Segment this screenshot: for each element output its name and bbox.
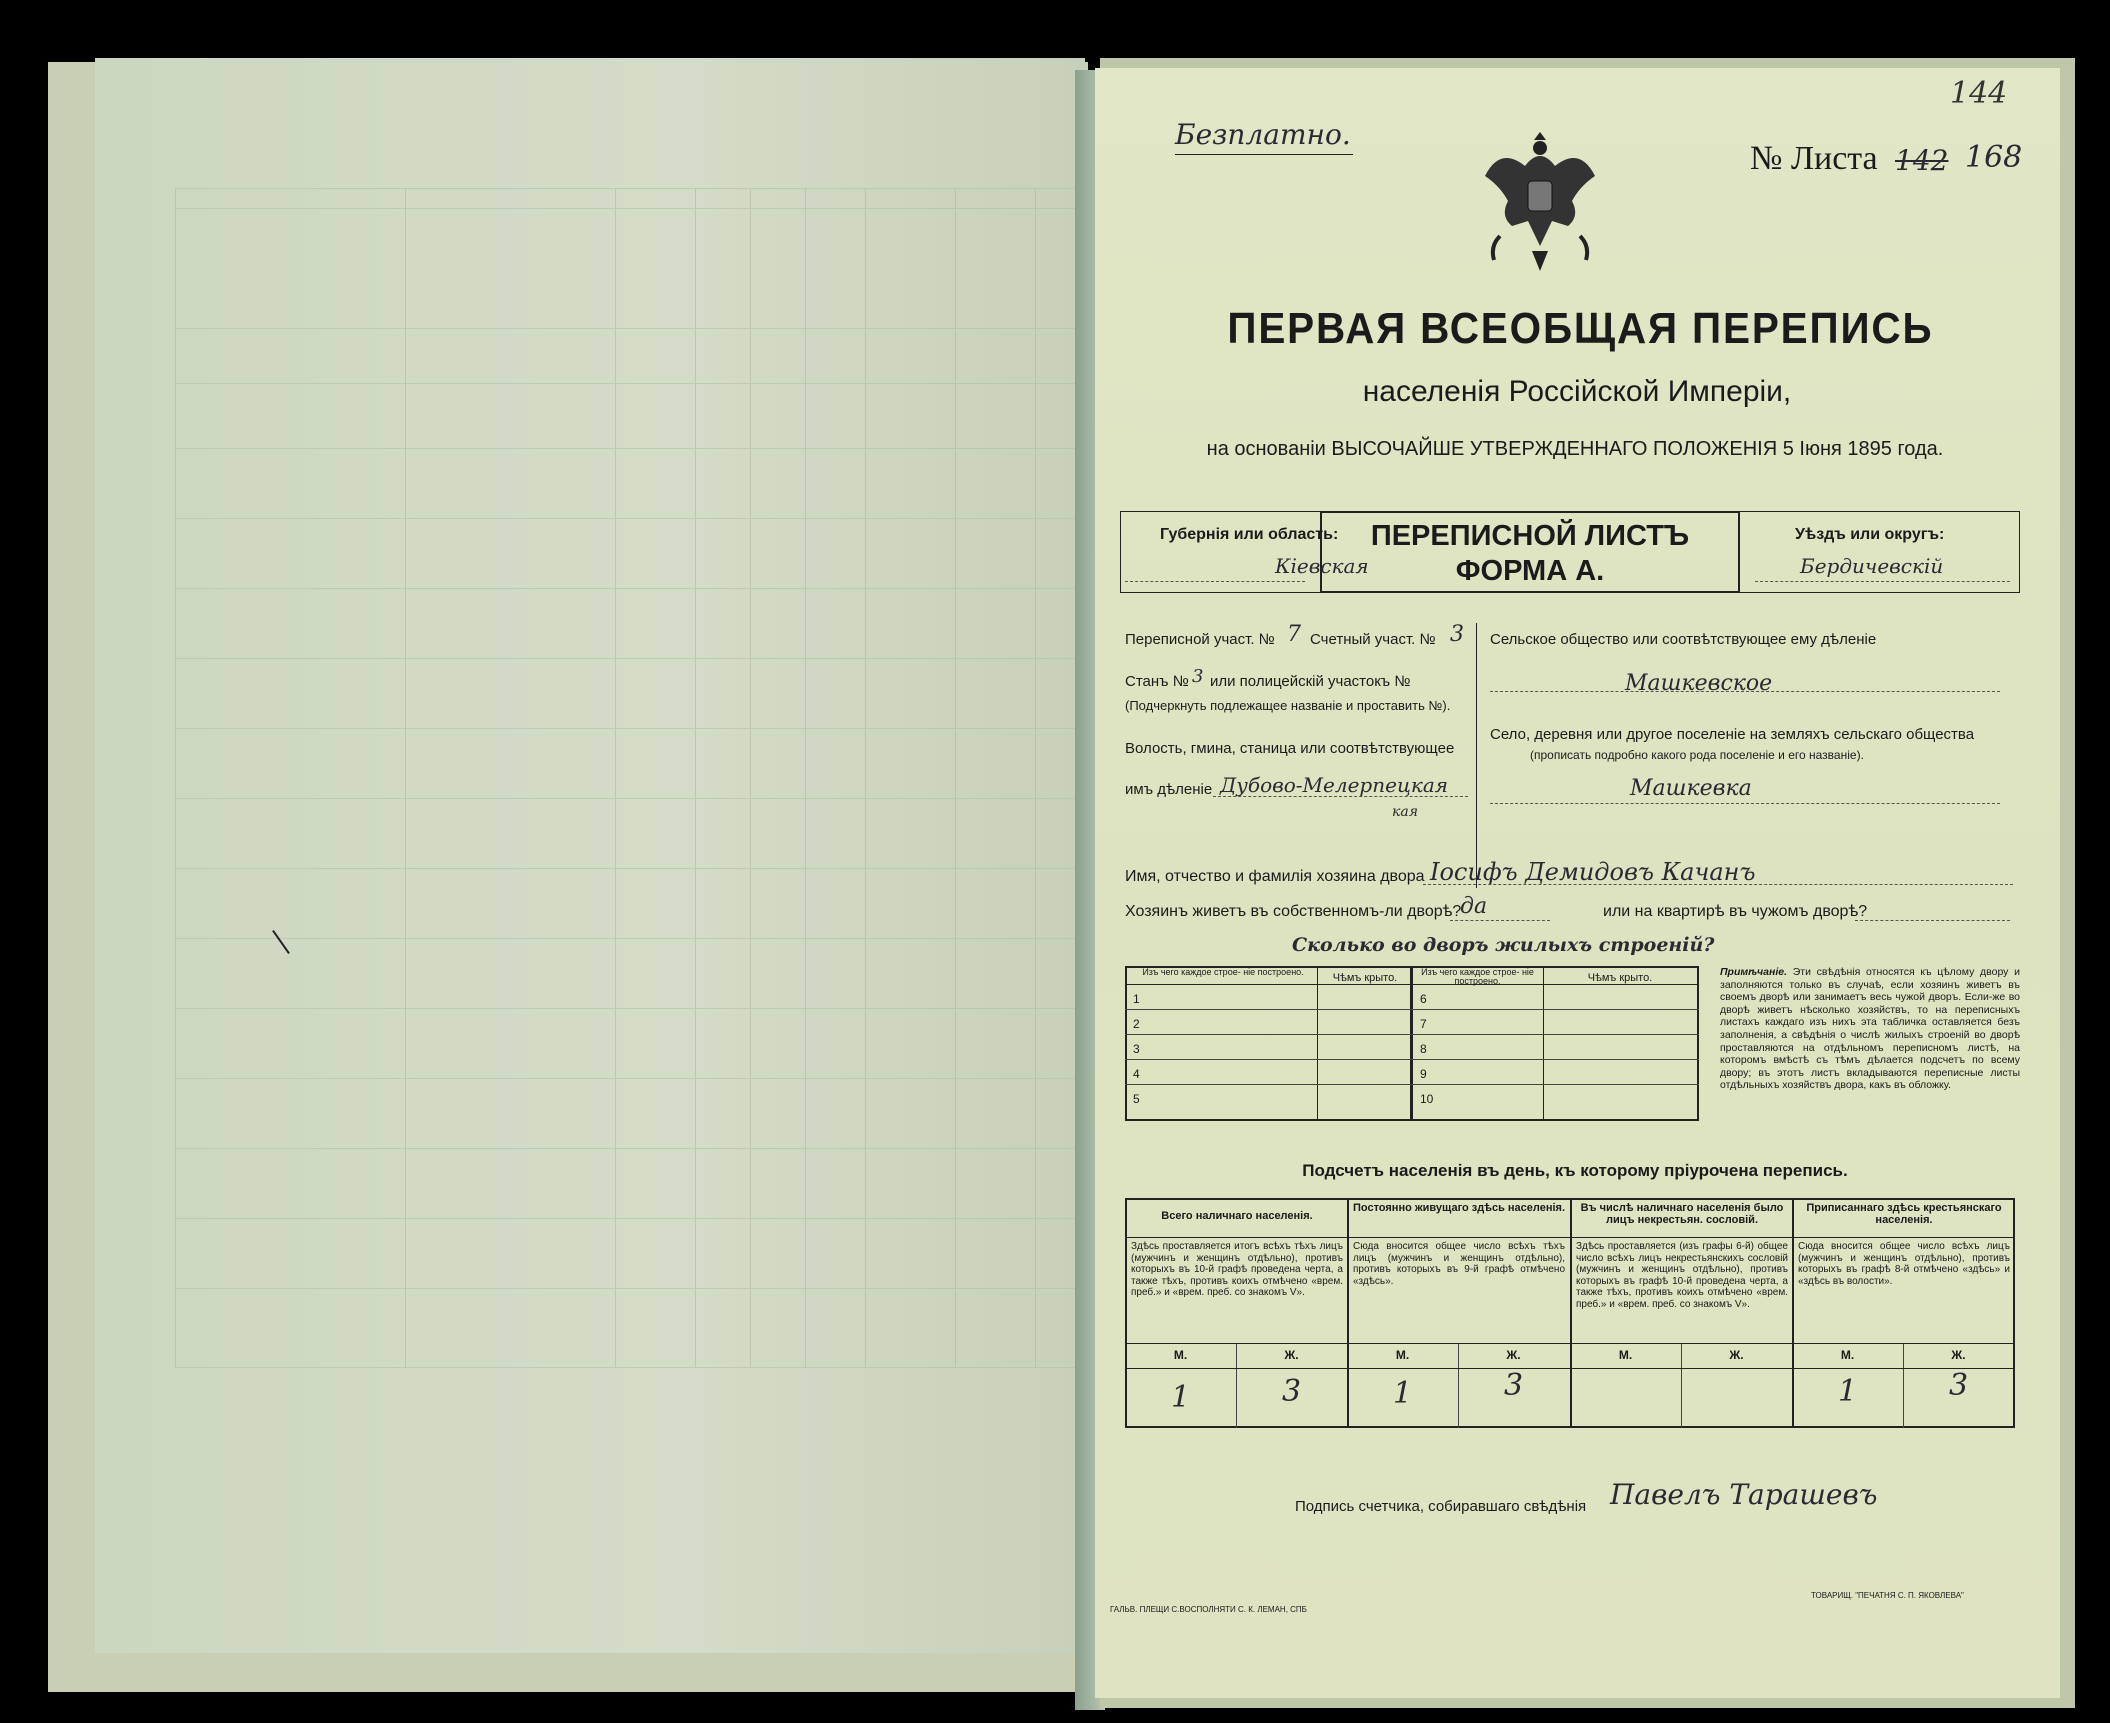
pop-col-4-head: Приписаннаго здѣсь крестьянскаго населенія. [1806,1202,2002,1226]
district-label: Переписной участ. № [1125,631,1275,648]
pop-col-2-f-label: Ж. [1506,1348,1521,1362]
building-row-3: 3 [1133,1042,1140,1056]
owner-lives-value: да [1460,894,1488,919]
imperial-eagle-emblem [1480,126,1600,276]
building-row-8: 8 [1420,1042,1427,1056]
pop-col-2-head: Постоянно живущаго здѣсь населенія. [1352,1202,1566,1214]
district-value: 7 [1287,622,1301,647]
pop-col-2-m-label: М. [1395,1348,1410,1362]
buildings-col-roof: Чѣмъ крыто. [1332,972,1398,984]
form-subtitle: населенія Россійской Имперіи, [1362,375,1792,408]
buildings-count-label: Сколько во дворъ жилыхъ строеній? [1292,934,1715,956]
legal-basis: на основаніи ВЫСОЧАЙШЕ УТВЕРЖДЕННАГО ПОЛОЖЕНІЯ 5 Іюня 1895 года. [1206,438,1944,460]
sheet-number-label: № Листа [1750,140,1878,177]
pop-col-2-f-value: 3 [1503,1368,1524,1403]
census-form-page [1095,68,2060,1698]
count-district-label: Счетный участ. № [1310,631,1436,648]
building-row-4: 4 [1133,1067,1140,1081]
building-row-7: 7 [1420,1017,1427,1031]
uezd-label: Уѣздъ или округъ: [1795,526,1945,543]
building-row-1: 1 [1133,992,1140,1006]
corner-number: 144 [1950,76,2008,111]
volost-value-2: кая [1392,804,1418,820]
village-label: Село, деревня или другое поселеніе на земляхъ сельскаго общества [1490,726,1975,743]
left-page [95,58,1085,1653]
pop-col-3-m-label: М. [1618,1348,1633,1362]
sheet-number-value: 168 [1965,140,2023,175]
owner-lives-label: Хозяинъ живетъ въ собственномъ-ли дворѣ? [1125,903,1462,920]
pop-col-1-f-label: Ж. [1284,1348,1299,1362]
free-label: Безплатно. [1175,118,1351,151]
signature-label: Подпись счетчика, собиравшаго свѣдѣнія [1295,1498,1587,1515]
pop-col-1-desc: Здѣсь проставляется итогъ всѣхъ тѣхъ лицъ (мужчинъ и женщинъ отдѣльно), противъ которыхъ въ 10-й графѣ проведена черта, а также тѣхъ, противъ коихъ отмѣчено «врем. преб.» и «врем. преб. со знакомъ V». [1131,1241,1343,1298]
ghost-table-grid [175,188,1085,1368]
gubernia-label: Губернія или область: [1160,526,1339,543]
society-label: Сельское общество или соотвѣтствующее ему дѣленіе [1490,631,1877,648]
pop-col-4-f-value: 3 [1948,1368,1969,1403]
form-main-title: ПЕРВАЯ ВСЕОБЩАЯ ПЕРЕПИСЬ [1227,304,1934,353]
pop-col-4-m-value: 1 [1837,1374,1858,1409]
gubernia-value: Кіевская [1275,554,1369,578]
pop-col-3-f-label: Ж. [1729,1348,1744,1362]
underline-note: (Подчеркнуть подлежащее названіе и проставить №). [1125,698,1451,713]
sheet-number-struck: 142 [1895,144,1949,177]
pop-col-4-m-label: М. [1840,1348,1855,1362]
stan-label: Станъ № [1125,673,1189,690]
village-note: (прописать подробно какого рода поселеніе и его названіе). [1530,748,1864,762]
buildings-note [1720,966,2020,1092]
police-district-label: или полицейскій участокъ № [1210,673,1411,690]
printer-left: ГАЛЬВ. ПЛЕЩИ С.ВОСПОЛНЯТИ С. К. ЛЕМАН, СПБ [1110,1605,1307,1614]
pop-col-4-desc: Сюда вносится общее число всѣхъ лицъ (мужчинъ и женщинъ отдѣльно), противъ которыхъ въ графѣ 8-й отмѣчено «здѣсь» и «здѣсь въ волости». [1798,1241,2010,1287]
pop-col-1-head: Всего наличнаго населенія. [1161,1210,1313,1222]
building-row-2: 2 [1133,1017,1140,1031]
form-subtitle-a: ФОРМА А. [1455,555,1605,587]
printer-right: ТОВАРИЩ. "ПЕЧАТНЯ С. П. ЯКОВЛЕВА" [1811,1591,1964,1600]
building-row-6: 6 [1420,992,1427,1006]
pop-col-4-f-label: Ж. [1951,1348,1966,1362]
note-text: Эти свѣдѣнія относятся къ цѣлому двору и заполняются только въ случаѣ, если хозяинъ живетъ въ своемъ дворѣ или занимаетъ весь чужой дворъ. Если-же во дворѣ живетъ нѣсколько хозяйствъ, то на переписныхъ листахъ каждаго изъ нихъ эта табличка оставляется безъ заполненія, а свѣдѣнія о числѣ жилыхъ строеній во дворѣ проставляются на отдѣльномъ переписномъ листѣ, на которомъ вмѣстѣ съ тѣмъ дѣлается подсчетъ по всему двору; въ этотъ листъ вкладываются переписные листы отдѣльныхъ хозяйствъ двора, какъ въ обложку. [1720,966,2021,1092]
stan-value: 3 [1192,666,1204,687]
building-row-9: 9 [1420,1067,1427,1081]
building-row-5: 5 [1133,1092,1140,1106]
pop-col-1-f-value: 3 [1281,1374,1302,1409]
pop-col-2-m-value: 1 [1392,1376,1413,1411]
owner-rent-label: или на квартирѣ въ чужомъ дворѣ? [1603,903,1868,920]
buildings-col-material-2: Изъ чего каждое строе- ніе построено. [1421,967,1534,986]
pop-col-2-desc: Сюда вносится общее число всѣхъ тѣхъ лицъ (мужчинъ и женщинъ отдѣльно), противъ которыхъ въ 9-й графѣ отмѣчено «здѣсь». [1353,1241,1565,1287]
pop-col-3-desc: Здѣсь проставляется (изъ графы 6-й) общее число всѣхъ лицъ некрестьянскихъ сословій (мужчинъ и женщинъ отдѣльно), противъ которыхъ въ графѣ 10-й проведена черта, а также тѣхъ, противъ коихъ отмѣчено «врем. преб.» и «врем. преб. со знакомъ V». [1576,1241,1788,1310]
pop-col-1-m-label: М. [1173,1348,1188,1362]
society-value: Машкевское [1625,671,1773,696]
volost-label: Волость, гмина, станица или соотвѣтствующее [1125,740,1455,757]
signature-value: Павелъ Тарашевъ [1610,1478,1878,1511]
volost-label-2: имъ дѣленіе [1125,781,1213,798]
population-count-title: Подсчетъ населенія въ день, къ которому пріурочена перепись. [1302,1161,1848,1180]
form-title: ПЕРЕПИСНОЙ ЛИСТЪ [1370,520,1690,552]
count-district-value: 3 [1450,622,1464,647]
owner-name-value: Іосифъ Демидовъ Качанъ [1430,858,1756,886]
uezd-value: Бердичевскій [1800,554,1944,578]
owner-name-label: Имя, отчество и фамилія хозяина двора [1125,868,1425,885]
note-lead: Примѣчаніе. [1720,966,1788,978]
buildings-col-material: Изъ чего каждое строе- ніе построено. [1142,967,1304,977]
pop-col-3-head: Въ числѣ наличнаго населенія было лицъ некрестьян. сословій. [1580,1202,1784,1226]
volost-value: Дубово-Мелерпецкая [1220,773,1449,797]
village-value: Машкевка [1630,776,1752,801]
buildings-col-roof-2: Чѣмъ крыто. [1587,972,1653,984]
building-row-10: 10 [1420,1092,1434,1106]
pop-col-1-m-value: 1 [1170,1380,1191,1415]
